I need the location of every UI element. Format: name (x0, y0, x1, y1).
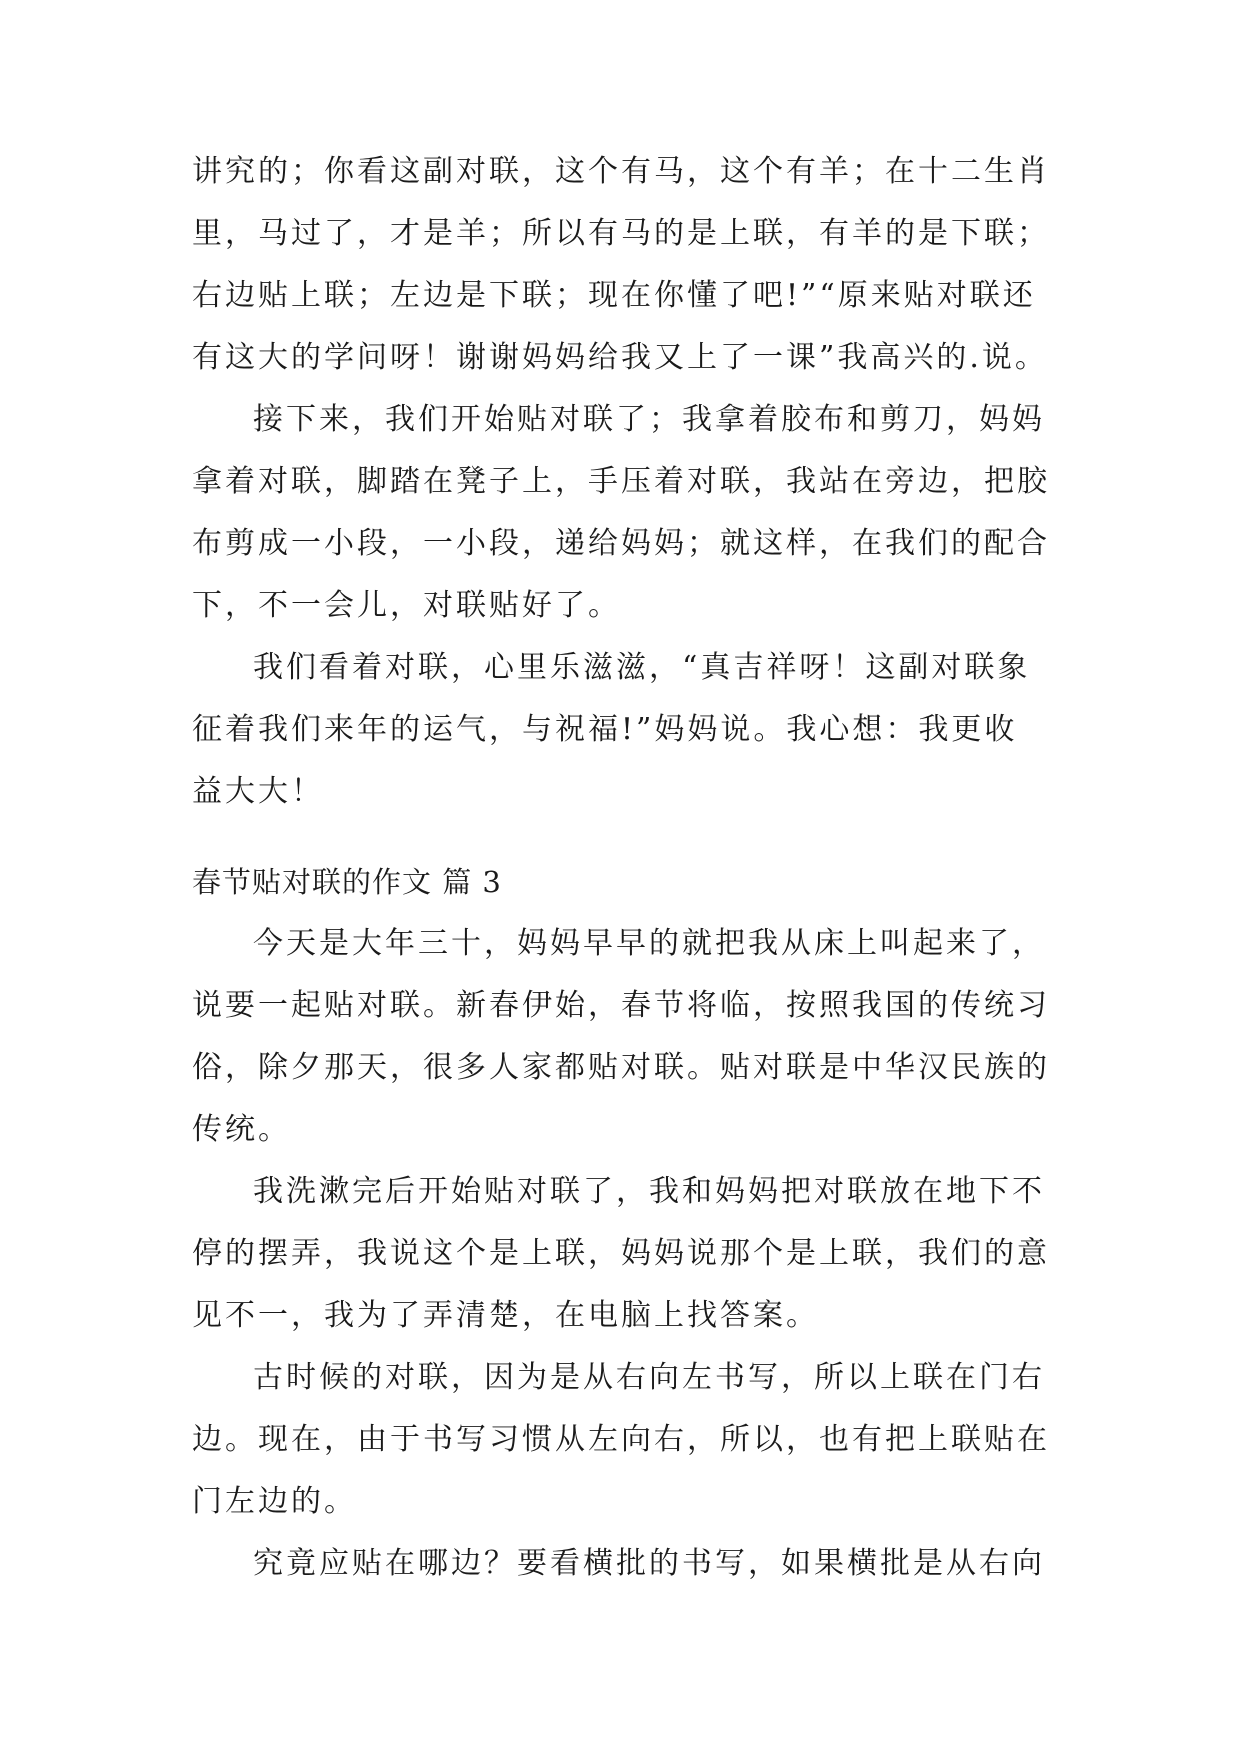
paragraph-first-line: 古时候的对联，因为是从右向左书写，所以上联在门右 (253, 1360, 1045, 1395)
text-line: 布剪成一小段，一小段，递给妈妈；就这样，在我们的配合 (192, 526, 1050, 561)
text-line: 传统。 (192, 1112, 291, 1147)
text-line: 俗，除夕那天，很多人家都贴对联。贴对联是中华汉民族的 (192, 1050, 1050, 1085)
text-line: 讲究的；你看这副对联，这个有马，这个有羊；在十二生肖 (192, 154, 1050, 189)
paragraph-first-line: 今天是大年三十，妈妈早早的就把我从床上叫起来了， (253, 926, 1045, 961)
text-line: 门左边的。 (192, 1484, 357, 1519)
section-heading: 春节贴对联的作文 篇 3 (192, 865, 502, 899)
text-line: 拿着对联，脚踏在凳子上，手压着对联，我站在旁边，把胶 (192, 464, 1050, 499)
text-line: 右边贴上联；左边是下联；现在你懂了吧!”“原来贴对联还 (192, 278, 1036, 313)
paragraph-first-line: 究竟应贴在哪边？要看横批的书写，如果横批是从右向 (253, 1546, 1045, 1581)
paragraph-first-line: 接下来，我们开始贴对联了；我拿着胶布和剪刀，妈妈 (253, 402, 1045, 437)
text-line: 见不一，我为了弄清楚，在电脑上找答案。 (192, 1298, 819, 1333)
text-line: 停的摆弄，我说这个是上联，妈妈说那个是上联，我们的意 (192, 1236, 1050, 1271)
paragraph-first-line: 我们看着对联，心里乐滋滋，“真吉祥呀！这副对联象 (253, 650, 1031, 685)
text-line: 益大大！ (192, 774, 324, 809)
text-line: 里，马过了，才是羊；所以有马的是上联，有羊的是下联； (192, 216, 1050, 251)
paragraph-first-line: 我洗漱完后开始贴对联了，我和妈妈把对联放在地下不 (253, 1174, 1045, 1209)
text-line: 说要一起贴对联。新春伊始，春节将临，按照我国的传统习 (192, 988, 1050, 1023)
text-line: 有这大的学问呀！谢谢妈妈给我又上了一课”我高兴的.说。 (192, 340, 1048, 375)
text-line: 下，不一会儿，对联贴好了。 (192, 588, 621, 623)
text-line: 边。现在，由于书写习惯从左向右，所以，也有把上联贴在 (192, 1422, 1050, 1457)
text-line: 征着我们来年的运气，与祝福!”妈妈说。我心想：我更收 (192, 712, 1018, 747)
